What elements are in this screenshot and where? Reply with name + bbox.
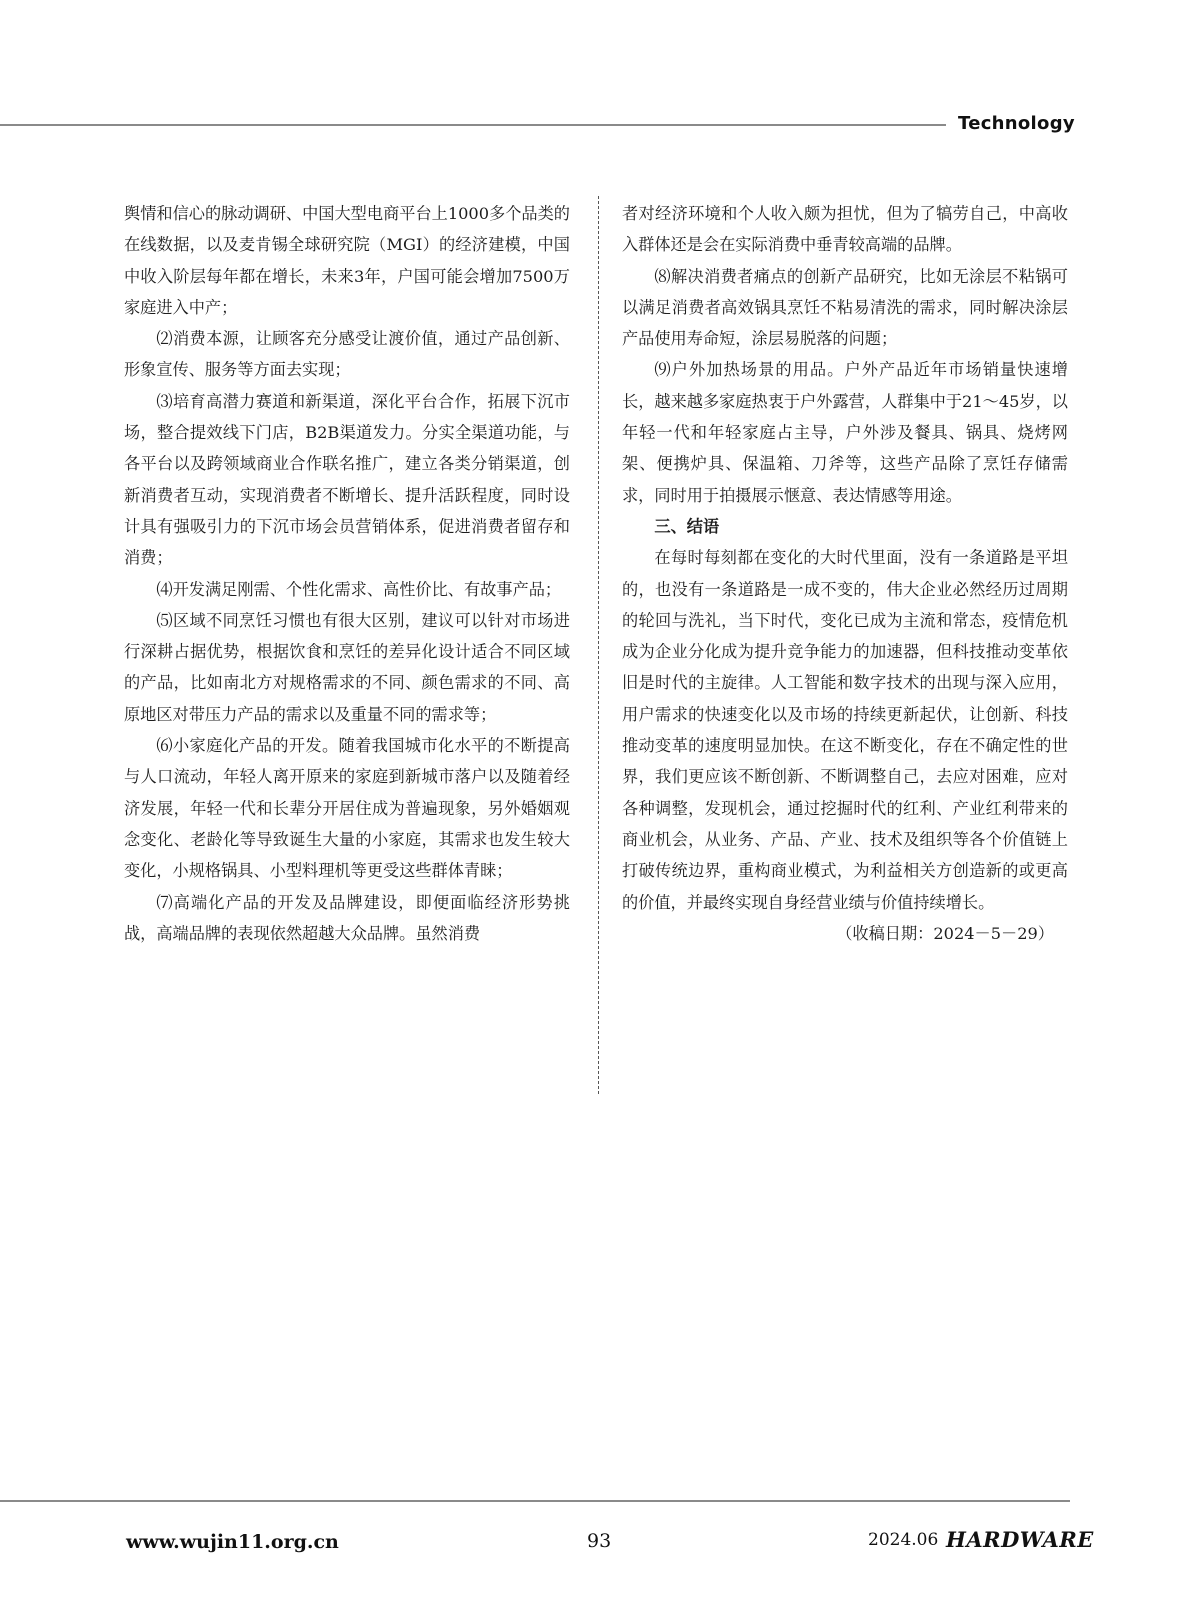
paragraph: 舆情和信心的脉动调研、中国大型电商平台上1000多个品类的在线数据，以及麦肯锡全球研究院（MGI）的经济建模，中国中收入阶层每年都在增长，未来3年，户国可能会增加7500万家庭进入中产； <box>124 204 570 317</box>
section-heading: 三、结语 <box>654 516 720 536</box>
paragraph: 者对经济环境和个人收入颇为担忧，但为了犒劳自己，中高收入群体还是会在实际消费中垂青较高端的品牌。 <box>622 204 1068 255</box>
paragraph: ⑸区域不同烹饪习惯也有很大区别，建议可以针对市场进行深耕占据优势，根据饮食和烹饪的差异化设计适合不同区域的产品，比如南北方对规格需求的不同、颜色需求的不同、高原地区对带压力产品的需求以及重量不同的需求等； <box>124 610 570 724</box>
received-date: （收稿日期：2024－5－29） <box>836 923 1054 943</box>
paragraph: ⑶培育高潜力赛道和新渠道，深化平台合作，拓展下沉市场，整合提效线下门店，B2B渠道发力。分实全渠道功能，与各平台以及跨领域商业合作联名推广，建立各类分销渠道，创新消费者互动，实现消费者不断增长、提升活跃程度，同时设计具有强吸引力的下沉市场会员营销体系，促进消费者留存和消费； <box>124 391 570 568</box>
right-column <box>622 198 1068 949</box>
magazine-title: HARDWARE <box>946 1527 1094 1552</box>
left-column <box>124 198 570 949</box>
paragraph: ⑺高端化产品的开发及品牌建设，即便面临经济形势挑战，高端品牌的表现依然超越大众品牌。虽然消费 <box>124 892 570 943</box>
section-label: Technology <box>958 113 1075 134</box>
paragraph: ⑵消费本源，让顾客充分感受让渡价值，通过产品创新、形象宣传、服务等方面去实现； <box>124 329 570 380</box>
paragraph: ⑼户外加热场景的用品。户外产品近年市场销量快速增长，越来越多家庭热衷于户外露营，人群集中于21～45岁，以年轻一代和年轻家庭占主导，户外涉及餐具、锅具、烧烤网架、便携炉具、保温箱、刀斧等，这些产品除了烹饪存储需求，同时用于拍摄展示惬意、表达情感等用途。 <box>622 360 1068 505</box>
paragraph: 在每时每刻都在变化的大时代里面，没有一条道路是平坦的，也没有一条道路是一成不变的，伟大企业必然经历过周期的轮回与洗礼，当下时代，变化已成为主流和常态，疫情危机成为企业分化成为提升竞争能力的加速器，但科技推动变革依旧是时代的主旋律。人工智能和数字技术的出现与深入应用，用户需求的快速变化以及市场的持续更新起伏，让创新、科技推动变革的速度明显加快。在这不断变化，存在不确定性的世界，我们更应该不断创新、不断调整自己，去应对困难，应对各种调整，发现机会，通过挖掘时代的红利、产业红利带来的商业机会，从业务、产品、产业、技术及组织等各个价值链上打破传统边界，重构商业模式，为利益相关方创造新的或更高的价值，并最终实现自身经营业绩与价值持续增长。 <box>622 548 1068 912</box>
footer-rule <box>0 1500 1070 1502</box>
header-rule <box>0 124 946 126</box>
paragraph: ⑻解决消费者痛点的创新产品研究，比如无涂层不粘锅可以满足消费者高效锅具烹饪不粘易清洗的需求，同时解决涂层产品使用寿命短，涂层易脱落的问题； <box>622 266 1068 349</box>
footer-website: www.wujin11.org.cn <box>126 1531 339 1553</box>
column-divider <box>598 196 599 1094</box>
paragraph: ⑷开发满足刚需、个性化需求、高性价比、有故事产品； <box>156 579 562 599</box>
page-number: 93 <box>587 1530 612 1552</box>
paragraph: ⑹小家庭化产品的开发。随着我国城市化水平的不断提高与人口流动，年轻人离开原来的家庭到新城市落户以及随着经济发展，年轻一代和长辈分开居住成为普遍现象，另外婚姻观念变化、老龄化等导致诞生大量的小家庭，其需求也发生较大变化，小规格锅具、小型料理机等更受这些群体青睐； <box>124 736 570 881</box>
issue-date: 2024.06 <box>868 1530 939 1550</box>
